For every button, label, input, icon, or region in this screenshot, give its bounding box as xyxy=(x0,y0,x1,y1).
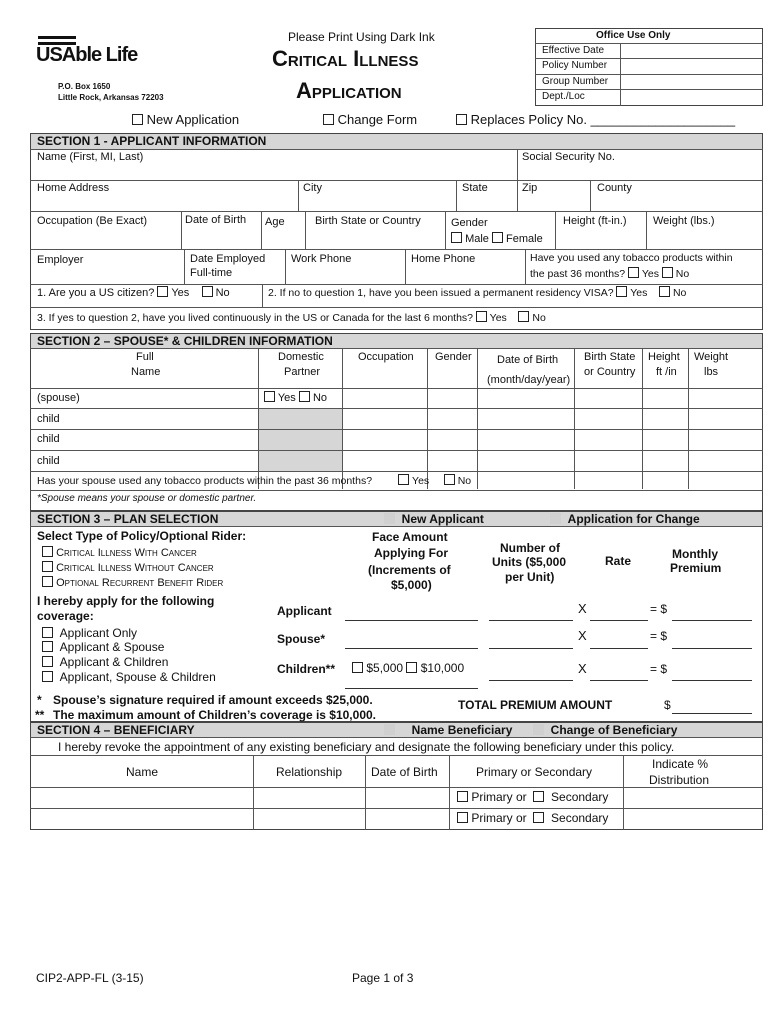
ben-col-pct-2: Distribution xyxy=(649,773,710,787)
label-occupation: Occupation (Be Exact) xyxy=(37,215,148,227)
col-weight: Weight xyxy=(694,351,729,363)
section3-title: SECTION 3 – PLAN SELECTION xyxy=(37,512,219,526)
row-applicant-label: Applicant xyxy=(277,604,332,618)
row-child-1: child xyxy=(37,413,60,425)
spouse-units-line[interactable] xyxy=(489,648,573,649)
label-date-employed: Date Employed xyxy=(190,253,266,265)
option-new-applicant[interactable]: New Applicant xyxy=(384,512,484,526)
label-state: State xyxy=(462,182,488,194)
checkbox[interactable] xyxy=(299,391,310,402)
children-rate-line[interactable] xyxy=(590,680,648,681)
checkbox[interactable] xyxy=(492,232,503,243)
row-child-2: child xyxy=(37,433,60,445)
company-logo xyxy=(36,36,136,70)
label-age: Age xyxy=(265,216,285,228)
applicant-premium-line[interactable] xyxy=(672,620,752,621)
row-spouse: (spouse) xyxy=(37,392,80,404)
option-application-change[interactable]: Application for Change xyxy=(550,512,700,526)
type-recurrent-rider[interactable]: Optional Recurrent Benefit Rider xyxy=(42,576,223,589)
checkbox[interactable] xyxy=(352,662,363,673)
col-dob-format: (month/day/year) xyxy=(487,374,571,386)
option-name-beneficiary[interactable]: Name Beneficiary xyxy=(384,723,512,737)
children-dp-shaded xyxy=(259,409,342,471)
col-partner: Partner xyxy=(284,366,321,378)
checkbox[interactable] xyxy=(132,114,143,125)
checkbox[interactable] xyxy=(476,311,487,322)
office-field-policy-number: Policy Number xyxy=(542,60,608,71)
checkbox[interactable] xyxy=(457,791,468,802)
total-premium-dollar: $ xyxy=(664,698,671,712)
checkbox[interactable] xyxy=(42,546,53,557)
ben-row-2-type[interactable]: Primary or Secondary xyxy=(457,811,608,825)
total-premium-line[interactable] xyxy=(672,713,752,714)
label-birth-state: Birth State or Country xyxy=(315,215,421,227)
checkbox[interactable] xyxy=(533,724,544,735)
units-h3: per Unit) xyxy=(505,570,555,584)
print-note: Please Print Using Dark Ink xyxy=(288,30,435,44)
spouse-x: X xyxy=(578,628,587,643)
option-new-application[interactable]: New Application xyxy=(132,112,239,127)
row-spouse-label: Spouse* xyxy=(277,632,326,646)
spouse-face-line[interactable] xyxy=(345,648,478,649)
label-employer: Employer xyxy=(37,254,84,266)
form-id: CIP2-APP-FL (3-15) xyxy=(36,971,144,985)
label-tobacco-1: Have you used any tobacco products within xyxy=(530,252,733,264)
revoke-statement: I hereby revoke the appointment of any existing beneficiary and designate the following beneficiary under this policy. xyxy=(58,740,675,754)
applicant-face-line[interactable] xyxy=(345,620,478,621)
section4-title: SECTION 4 – BENEFICIARY xyxy=(37,723,195,737)
checkbox[interactable] xyxy=(457,812,468,823)
checkbox[interactable] xyxy=(518,311,529,322)
spouse-rate-line[interactable] xyxy=(590,648,648,649)
label-height: Height (ft-in.) xyxy=(563,215,627,227)
question-3[interactable]: 3. If yes to question 2, have you lived continuously in the US or Canada for the last 6 months? Yes No xyxy=(37,312,546,324)
row-child-3: child xyxy=(37,455,60,467)
form-title-line1: Critical Illness xyxy=(272,46,419,71)
units-h1: Number of xyxy=(500,541,560,555)
office-field-group-number: Group Number xyxy=(542,76,609,87)
checkbox[interactable] xyxy=(550,513,561,524)
option-change-form[interactable]: Change Form xyxy=(323,112,417,127)
ben-col-primary-secondary: Primary or Secondary xyxy=(476,765,593,779)
applicant-rate-line[interactable] xyxy=(590,620,648,621)
checkbox[interactable] xyxy=(323,114,334,125)
col-weight-unit: lbs xyxy=(704,366,719,378)
label-home-phone: Home Phone xyxy=(411,253,476,265)
ben-col-pct-1: Indicate % xyxy=(652,757,709,771)
footnote-1-mark: * xyxy=(37,693,42,707)
coverage-family[interactable]: Applicant, Spouse & Children xyxy=(42,670,216,684)
label-name: Name (First, MI, Last) xyxy=(37,151,144,163)
col-full: Full xyxy=(136,351,154,363)
label-zip: Zip xyxy=(522,182,538,194)
tobacco-options[interactable]: the past 36 months? Yes No xyxy=(530,268,690,280)
rate-header: Rate xyxy=(605,554,632,568)
question-2[interactable]: 2. If no to question 1, have you been issued a permanent residency VISA? Yes No xyxy=(268,287,687,299)
footnote-1: Spouse’s signature required if amount exceeds $25,000. xyxy=(53,693,373,707)
total-premium-label: TOTAL PREMIUM AMOUNT xyxy=(458,698,613,712)
checkbox[interactable] xyxy=(406,662,417,673)
checkbox[interactable] xyxy=(662,267,673,278)
children-x: X xyxy=(578,661,587,676)
checkbox[interactable] xyxy=(157,286,168,297)
checkbox[interactable] xyxy=(384,724,395,735)
checkbox[interactable] xyxy=(42,671,53,682)
label-work-phone: Work Phone xyxy=(291,253,352,265)
col-or-country: or Country xyxy=(584,366,636,378)
spouse-eq: = $ xyxy=(650,629,668,643)
children-face-line[interactable] xyxy=(345,688,478,689)
checkbox[interactable] xyxy=(444,474,455,485)
coverage-applicant-spouse[interactable]: Applicant & Spouse xyxy=(42,640,164,654)
col-dob: Date of Birth xyxy=(497,354,559,366)
spouse-premium-line[interactable] xyxy=(672,648,752,649)
col-height: Height xyxy=(648,351,680,363)
select-type-label: Select Type of Policy/Optional Rider: xyxy=(37,529,247,543)
address-line1: P.O. Box 1650 xyxy=(58,82,111,91)
checkbox[interactable] xyxy=(42,641,53,652)
applicant-x: X xyxy=(578,601,587,616)
label-home-address: Home Address xyxy=(37,182,110,194)
face-amount-h1: Face Amount xyxy=(372,530,448,544)
logo-text: USAble Life xyxy=(36,44,138,66)
applicant-eq: = $ xyxy=(650,602,668,616)
apply-line2: coverage: xyxy=(37,609,94,623)
face-amount-h4: $5,000) xyxy=(391,578,432,592)
type-ci-without-cancer[interactable]: Critical Illness Without Cancer xyxy=(42,561,214,574)
type-ci-with-cancer[interactable]: Critical Illness With Cancer xyxy=(42,546,197,559)
label-dob: Date of Birth xyxy=(185,214,247,226)
checkbox[interactable] xyxy=(533,791,544,802)
footnote-2: The maximum amount of Children’s coverage is $10,000. xyxy=(53,708,376,722)
col-height-unit: ft /in xyxy=(656,366,677,378)
ben-row-1-type[interactable]: Primary or Secondary xyxy=(457,790,608,804)
children-eq: = $ xyxy=(650,662,668,676)
children-premium-line[interactable] xyxy=(672,680,752,681)
footnote-2-mark: ** xyxy=(35,708,45,722)
checkbox[interactable] xyxy=(616,286,627,297)
section2-title: SECTION 2 – SPOUSE* & CHILDREN INFORMATION xyxy=(37,334,333,348)
label-gender: Gender xyxy=(451,217,488,229)
section1-title: SECTION 1 - APPLICANT INFORMATION xyxy=(37,134,267,148)
question-1[interactable]: 1. Are you a US citizen? Yes No xyxy=(37,287,230,299)
office-field-effective-date: Effective Date xyxy=(542,45,605,56)
spouse-note: *Spouse means your spouse or domestic partner. xyxy=(37,493,257,504)
coverage-applicant-only[interactable]: Applicant Only xyxy=(42,626,137,640)
label-county: County xyxy=(597,182,632,194)
col-name: Name xyxy=(131,366,161,378)
checkbox[interactable] xyxy=(456,114,467,125)
monthly-h2: Premium xyxy=(670,561,722,575)
col-birth-state: Birth State xyxy=(584,351,636,363)
applicant-units-line[interactable] xyxy=(489,620,573,621)
option-change-beneficiary[interactable]: Change of Beneficiary xyxy=(533,723,677,737)
monthly-h1: Monthly xyxy=(672,547,718,561)
logo-bar xyxy=(38,36,76,39)
checkbox[interactable] xyxy=(42,561,53,572)
form-title-line2: Application xyxy=(296,78,402,103)
checkbox[interactable] xyxy=(42,656,53,667)
ben-col-name: Name xyxy=(126,765,159,779)
spouse-tobacco-question[interactable]: Has your spouse used any tobacco products within the past 36 months? Yes No xyxy=(37,475,472,487)
checkbox[interactable] xyxy=(451,232,462,243)
face-amount-h3: (Increments of xyxy=(368,563,451,577)
gender-options[interactable]: Male Female xyxy=(451,232,543,245)
label-ssn: Social Security No. xyxy=(522,151,615,163)
apply-line1: I hereby apply for the following xyxy=(37,594,215,608)
ben-col-relationship: Relationship xyxy=(276,765,343,779)
label-city: City xyxy=(303,182,322,194)
checkbox[interactable] xyxy=(398,474,409,485)
col-occupation: Occupation xyxy=(358,351,414,363)
children-units-line[interactable] xyxy=(489,680,573,681)
col-gender: Gender xyxy=(435,351,472,363)
page-number: Page 1 of 3 xyxy=(352,971,414,985)
checkbox[interactable] xyxy=(628,267,639,278)
checkbox[interactable] xyxy=(42,627,53,638)
face-amount-h2: Applying For xyxy=(374,546,448,560)
label-full-time: Full-time xyxy=(190,267,233,279)
checkbox[interactable] xyxy=(264,391,275,402)
row-children-label: Children** xyxy=(277,662,336,676)
checkbox[interactable] xyxy=(533,812,544,823)
checkbox[interactable] xyxy=(659,286,670,297)
office-use-title: Office Use Only xyxy=(596,30,671,41)
checkbox[interactable] xyxy=(42,576,53,587)
checkbox[interactable] xyxy=(202,286,213,297)
label-weight: Weight (lbs.) xyxy=(653,215,715,227)
coverage-applicant-children[interactable]: Applicant & Children xyxy=(42,655,168,669)
address-line2: Little Rock, Arkansas 72203 xyxy=(58,93,164,102)
checkbox[interactable] xyxy=(384,513,395,524)
children-amount-options[interactable]: $5,000 $10,000 xyxy=(352,661,464,675)
ben-col-dob: Date of Birth xyxy=(371,765,438,779)
spouse-dp-options[interactable]: Yes No xyxy=(264,391,327,404)
option-replaces-policy[interactable]: Replaces Policy No. ____________________ xyxy=(456,112,735,127)
col-domestic: Domestic xyxy=(278,351,324,363)
office-field-dept-loc: Dept./Loc xyxy=(542,91,585,102)
units-h2: Units ($5,000 xyxy=(492,555,567,569)
